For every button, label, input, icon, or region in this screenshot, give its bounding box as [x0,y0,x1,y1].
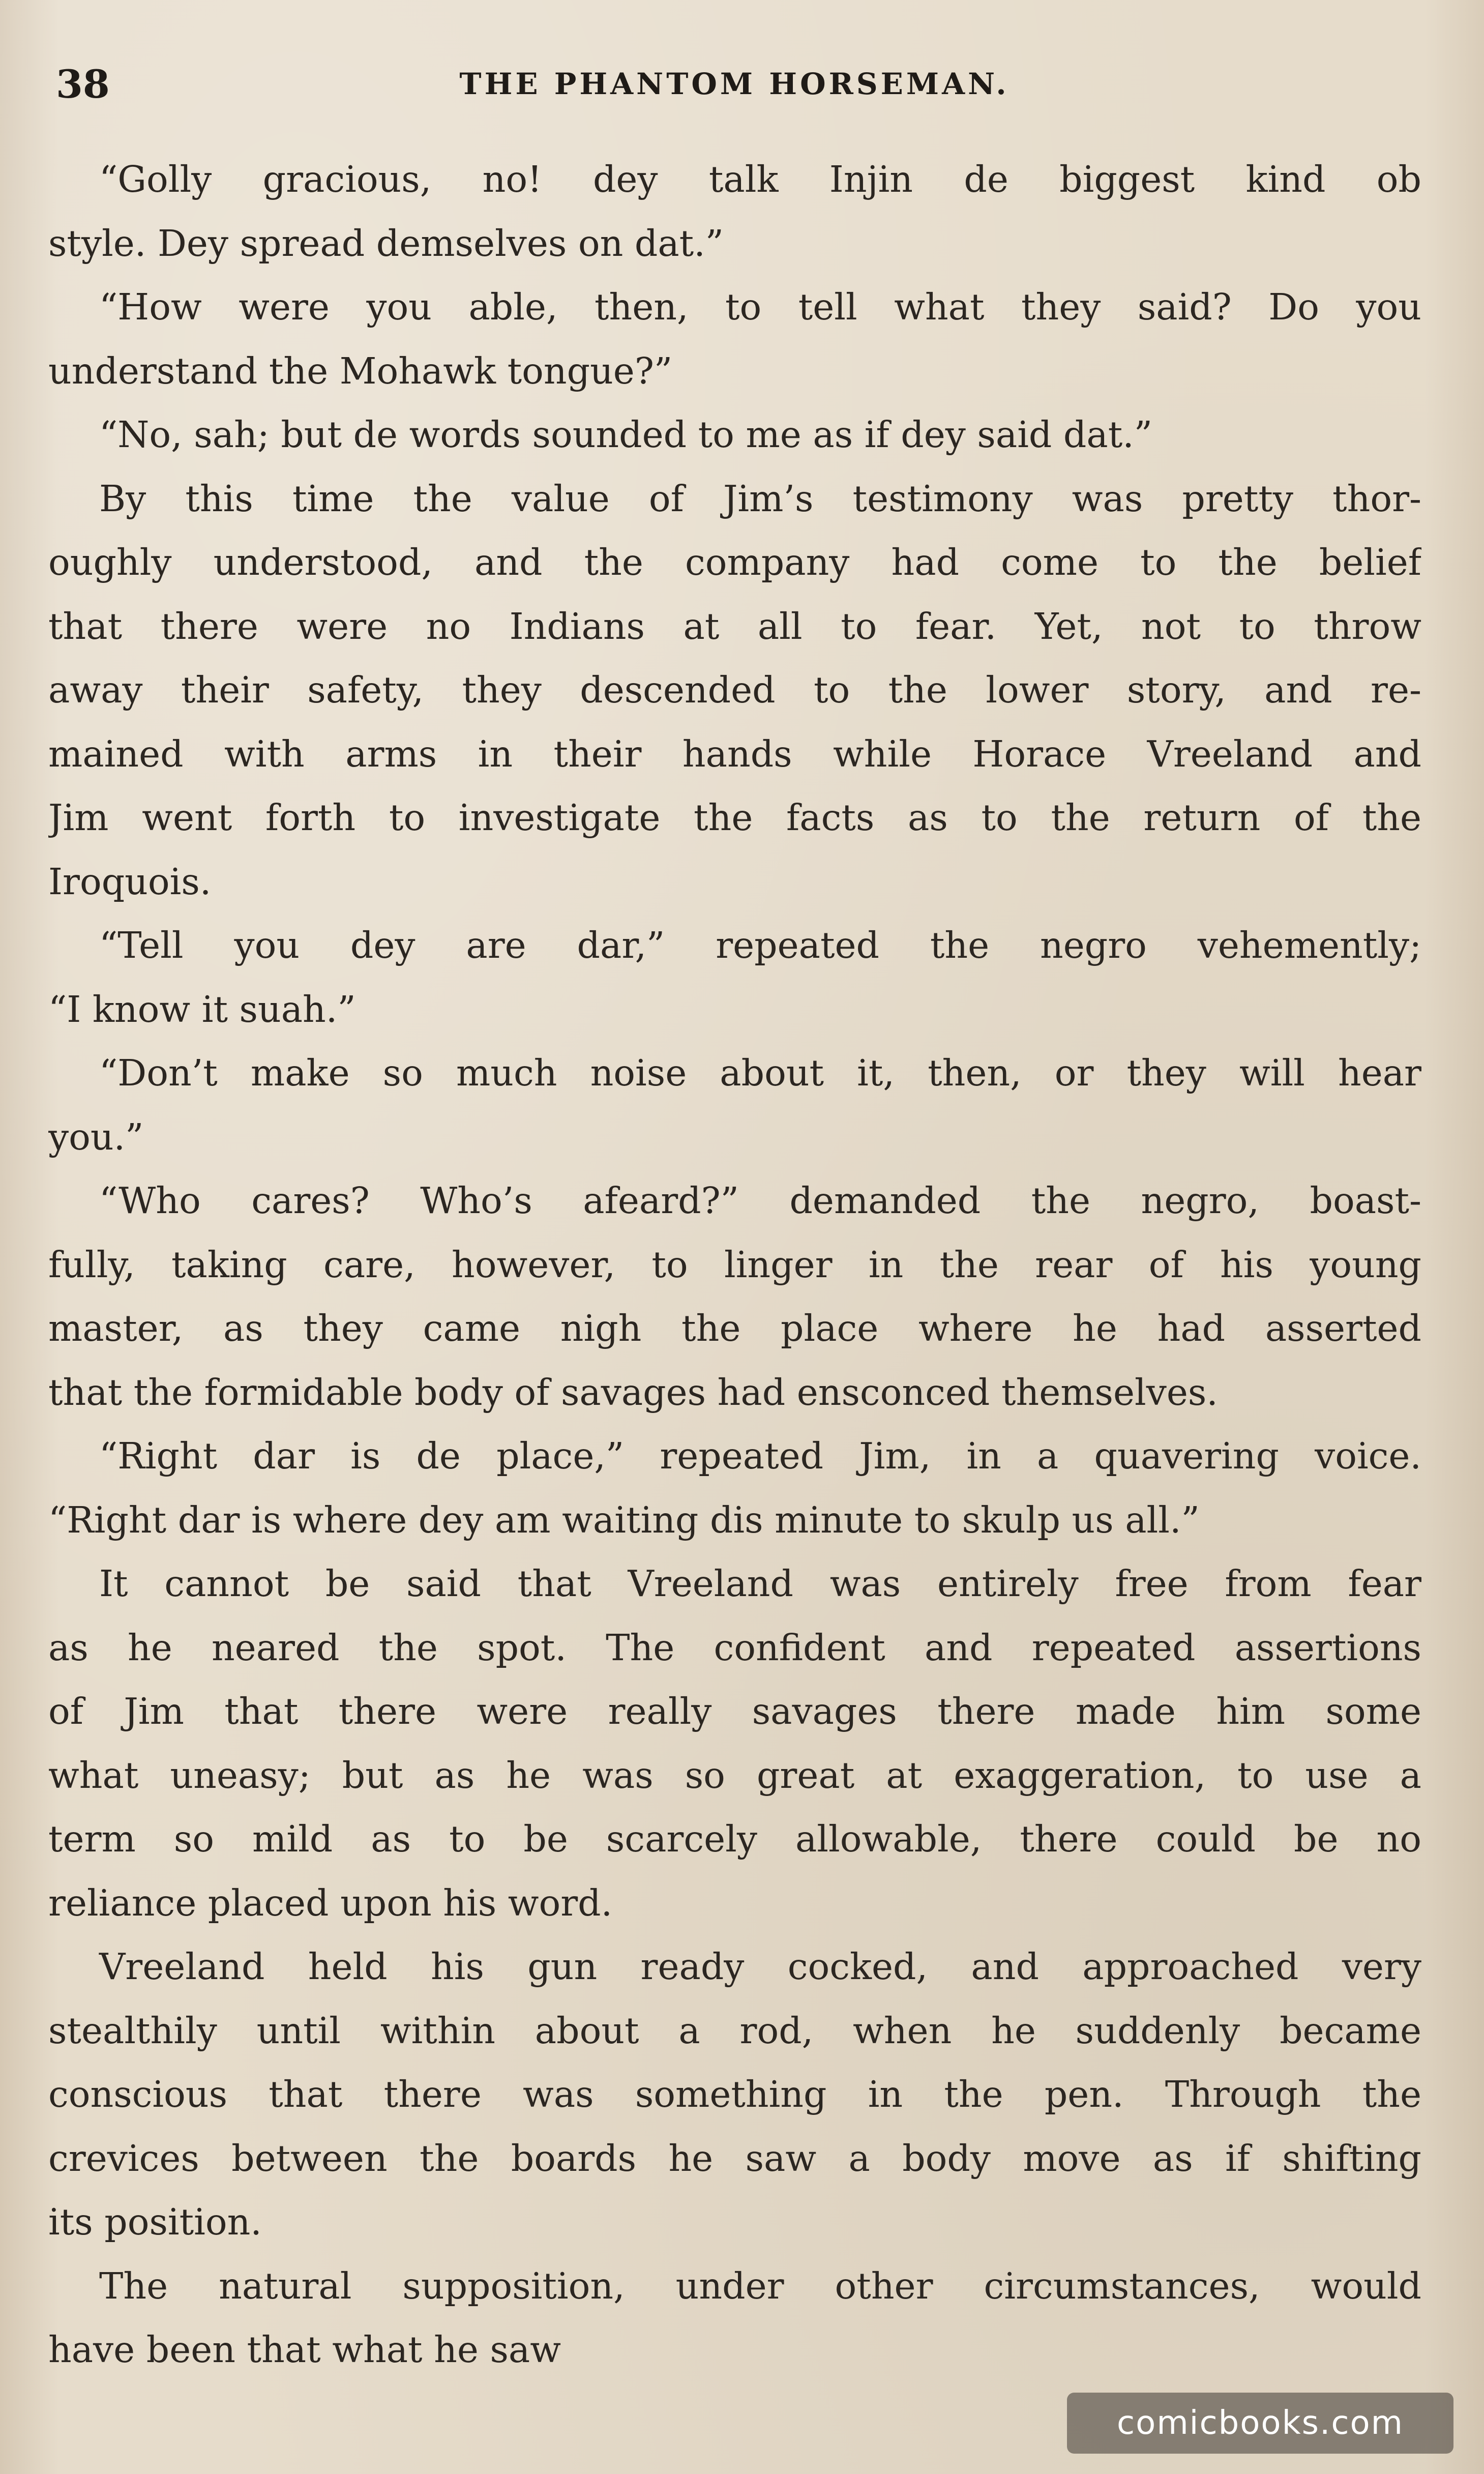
text-line: “I know it suah.” [48,988,356,1030]
text-line: away their safety, they descended to the lower story, and re- [48,669,1421,711]
watermark-logo [1067,2393,1453,2454]
text-line: its position. [48,2201,262,2243]
text-line: The natural supposition, under other circumstances, would [99,2264,1421,2307]
text-line: “Right dar is where dey am waiting dis minute to skulp us all.” [48,1498,1200,1541]
text-line: that the formidable body of savages had ensconced themselves. [48,1371,1218,1413]
text-line: fully, taking care, however, to linger in the rear of his young [48,1243,1421,1286]
text-line: as he neared the spot. The confident and repeated assertions [48,1626,1421,1669]
text-line: of Jim that there were really savages there made him some [48,1690,1421,1732]
text-line: “Who cares? Who’s afeard?” demanded the negro, boast- [99,1180,1421,1222]
text-line: style. Dey spread demselves on dat.” [48,222,724,264]
text-line: reliance placed upon his word. [48,1881,613,1924]
text-line: “Right dar is de place,” repeated Jim, in a quavering voice. [99,1435,1421,1477]
text-line: “How were you able, then, to tell what they said? Do you [99,286,1421,328]
text-line: term so mild as to be scarcely allowable, there could be no [48,1818,1421,1860]
text-line: “Golly gracious, no! dey talk Injin de biggest kind ob [99,158,1421,200]
text-line: Vreeland held his gun ready cocked, and approached very [99,1946,1421,1988]
text-line: It cannot be said that Vreeland was entirely free from fear [99,1563,1421,1605]
text-line: have been that what he saw [48,2329,561,2371]
page-number: 38 [56,61,110,107]
text-line: crevices between the boards he saw a body move as if shifting [48,2137,1421,2180]
text-line: understand the Mohawk tongue?” [48,349,673,392]
text-line: “Don’t make so much noise about it, then, or they will hear [99,1052,1421,1094]
text-line: Jim went forth to investigate the facts as to the return of the [48,797,1421,839]
text-line: what uneasy; but as he was so great at exaggeration, to use a [48,1754,1421,1796]
text-line: you.” [48,1115,144,1158]
text-line: oughly understood, and the company had come to the belief [48,541,1421,583]
text-line: “No, sah; but de words sounded to me as if dey said dat.” [99,414,1153,456]
body-text [48,148,1421,2382]
text-line: conscious that there was something in the pen. Through the [48,2073,1421,2115]
text-line: master, as they came nigh the place where he had asserted [48,1307,1421,1349]
running-title: THE PHANTOM HORSEMAN. [459,67,1010,101]
text-line: that there were no Indians at all to fear. Yet, not to throw [48,605,1421,647]
watermark-text: comicbooks.com [1116,2404,1404,2442]
text-line: By this time the value of Jim’s testimony was pretty thor- [99,477,1421,520]
text-line: “Tell you dey are dar,” repeated the negro vehemently; [99,924,1421,966]
running-head [56,56,1413,112]
text-line: stealthily until within about a rod, when he suddenly became [48,2009,1421,2052]
text-line: Iroquois. [48,860,212,903]
text-line: mained with arms in their hands while Horace Vreeland and [48,732,1421,775]
